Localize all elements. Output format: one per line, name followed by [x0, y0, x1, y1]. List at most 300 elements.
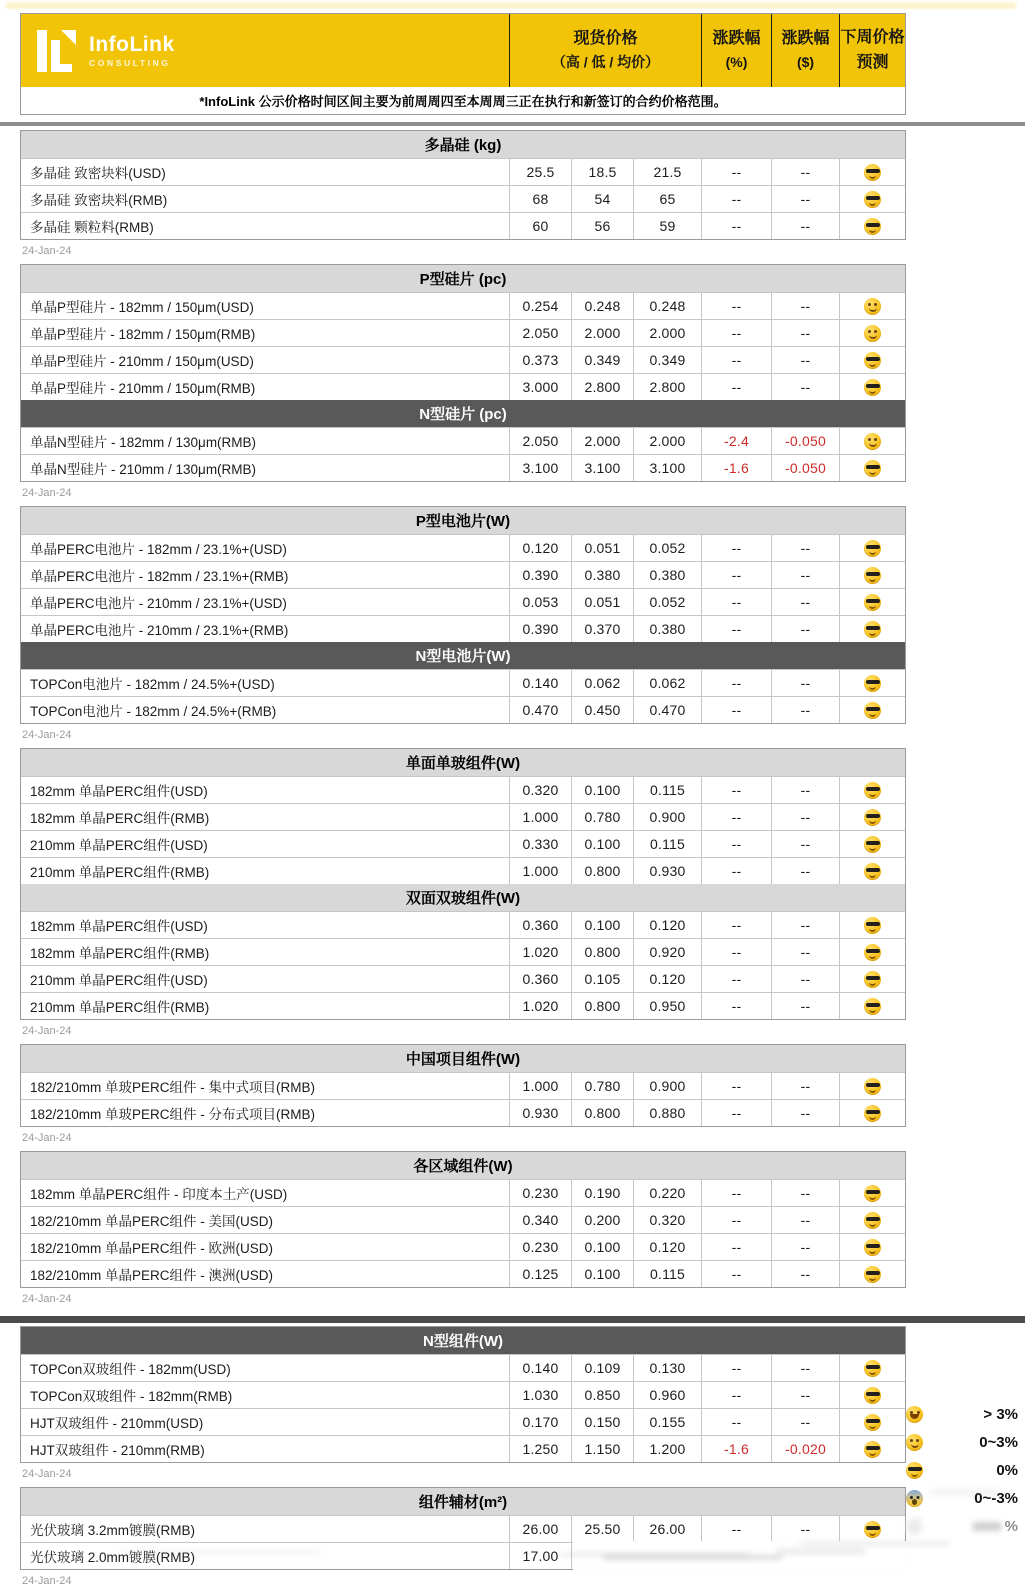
product-cell [21, 535, 509, 561]
sunglasses-emoji [864, 998, 881, 1015]
price-high-value: 0.360 [522, 971, 559, 987]
price-pct-cell [701, 1100, 771, 1126]
section-title: P型电池片(W) [415, 513, 511, 530]
price-pct-value: -- [731, 917, 742, 933]
price-usd-cell [771, 831, 839, 857]
price-high-value: 60 [532, 218, 549, 234]
price-low-value: 0.349 [584, 352, 621, 368]
price-pct-value: -- [731, 1387, 742, 1403]
price-pct-value: -2.4 [724, 433, 749, 449]
price-avg-cell [633, 1516, 701, 1542]
product-name: 单晶PERC电池片 - 182mm / 23.1%+(USD) [30, 542, 287, 557]
forecast-cell [839, 589, 905, 615]
forecast-cell [839, 697, 905, 723]
price-low-value: 0.100 [584, 782, 621, 798]
section-divider-strip [0, 1316, 1025, 1323]
price-usd-value: -- [800, 998, 811, 1014]
price-high-value: 0.053 [522, 594, 559, 610]
price-row [21, 669, 905, 696]
price-low-cell [571, 1234, 633, 1260]
product-cell [21, 562, 509, 588]
change-usd-title: 涨跌幅 [781, 30, 830, 48]
price-row [21, 1099, 905, 1126]
date-label [20, 240, 906, 264]
price-low-value: 0.051 [584, 540, 621, 556]
price-high-cell [509, 1382, 571, 1408]
column-header-forecast [839, 14, 905, 87]
price-high-value: 0.230 [522, 1185, 559, 1201]
product-name: TOPCon电池片 - 182mm / 24.5%+(USD) [30, 677, 275, 692]
price-usd-cell [771, 993, 839, 1019]
section-title: 中国项目组件(W) [405, 1051, 521, 1068]
price-avg-cell [633, 858, 701, 884]
price-usd-cell [771, 1073, 839, 1099]
forecast-cell [839, 1100, 905, 1126]
price-row [21, 588, 905, 615]
price-pct-cell [701, 1234, 771, 1260]
forecast-cell [839, 320, 905, 346]
price-avg-cell [633, 1355, 701, 1381]
price-high-cell [509, 1180, 571, 1206]
sunglasses-emoji [864, 1239, 881, 1256]
price-usd-cell [771, 1382, 839, 1408]
price-low-value: 0.800 [584, 863, 621, 879]
price-low-value: 0.780 [584, 1078, 621, 1094]
price-table-section [20, 748, 906, 1020]
price-low-cell [571, 1409, 633, 1435]
price-usd-value: -- [800, 191, 811, 207]
forecast-cell [839, 535, 905, 561]
price-pct-value: -- [731, 809, 742, 825]
section-title: P型硅片 (pc) [419, 271, 507, 288]
sunglasses-emoji [864, 567, 881, 584]
price-low-value: 0.105 [584, 971, 621, 987]
section-title: 各区域组件(W) [413, 1158, 513, 1175]
price-row [21, 292, 905, 319]
product-cell [21, 858, 509, 884]
price-pct-value: -- [731, 352, 742, 368]
price-pct-value: -- [731, 191, 742, 207]
product-cell [21, 993, 509, 1019]
price-low-cell [571, 455, 633, 481]
change-pct-title: 涨跌幅 [712, 30, 761, 48]
price-pct-value: -- [731, 1266, 742, 1282]
legend-label: 0~-3% [974, 1489, 1018, 1507]
price-pct-cell [701, 1207, 771, 1233]
price-high-cell [509, 1073, 571, 1099]
price-low-value: 25.50 [584, 1521, 621, 1537]
price-row [21, 911, 905, 938]
watermark-smudge [930, 1490, 1000, 1495]
product-cell [21, 293, 509, 319]
price-usd-value: -- [800, 944, 811, 960]
price-avg-cell [633, 1436, 701, 1462]
section-header [21, 884, 905, 911]
price-usd-value: -- [800, 1078, 811, 1094]
price-pct-value: -- [731, 1212, 742, 1228]
price-table-section [20, 1151, 906, 1288]
price-avg-cell [633, 455, 701, 481]
price-low-value: 0.051 [584, 594, 621, 610]
price-low-value: 54 [594, 191, 611, 207]
price-high-cell [509, 589, 571, 615]
price-avg-value: 0.062 [649, 675, 686, 691]
price-high-cell [509, 993, 571, 1019]
price-report-content [20, 13, 906, 1594]
price-avg-value: 0.155 [649, 1414, 686, 1430]
price-low-cell [571, 858, 633, 884]
product-cell [21, 670, 509, 696]
price-avg-cell [633, 616, 701, 642]
forecast-cell [839, 777, 905, 803]
price-row [21, 212, 905, 239]
price-pct-cell [701, 1516, 771, 1542]
smile-emoji [864, 298, 881, 315]
product-name: 单晶PERC电池片 - 210mm / 23.1%+(USD) [30, 596, 287, 611]
price-high-cell [509, 1409, 571, 1435]
price-row [21, 696, 905, 723]
section-title: N型电池片(W) [415, 648, 511, 665]
product-cell [21, 939, 509, 965]
price-row [21, 319, 905, 346]
price-pct-cell [701, 374, 771, 400]
price-avg-value: 0.380 [649, 621, 686, 637]
legend-label: > 3% [983, 1405, 1018, 1423]
column-header-change-usd [771, 14, 839, 87]
price-avg-cell [633, 1382, 701, 1408]
price-high-cell [509, 1516, 571, 1542]
product-name: 182mm 单晶PERC组件(RMB) [30, 946, 210, 961]
price-row [21, 1260, 905, 1287]
product-name: 多晶硅 颗粒料(RMB) [30, 220, 154, 235]
infolink-logo-icon [37, 28, 77, 74]
price-high-value: 3.100 [522, 460, 559, 476]
sunglasses-emoji [864, 1441, 881, 1458]
price-low-value: 0.150 [584, 1414, 621, 1430]
price-high-cell [509, 535, 571, 561]
price-pct-value: -- [731, 298, 742, 314]
sunglasses-emoji [864, 782, 881, 799]
section-title: 单面单玻组件(W) [405, 755, 521, 772]
price-usd-value: -- [800, 702, 811, 718]
product-cell [21, 831, 509, 857]
spot-price-title: 现货价格 [573, 30, 638, 48]
forecast-legend [906, 1400, 1018, 1540]
price-high-value: 0.360 [522, 917, 559, 933]
price-row [21, 1206, 905, 1233]
price-pct-value: -- [731, 675, 742, 691]
product-name: 单晶PERC电池片 - 210mm / 23.1%+(RMB) [30, 623, 289, 638]
price-low-cell [571, 1382, 633, 1408]
sunglasses-emoji [864, 460, 881, 477]
price-low-cell [571, 159, 633, 185]
watermark-blur-overlay [573, 1541, 906, 1576]
price-usd-value: -- [800, 540, 811, 556]
legend-label: 0% [996, 1461, 1018, 1479]
forecast-cell [839, 858, 905, 884]
price-pct-cell [701, 159, 771, 185]
product-cell [21, 1436, 509, 1462]
price-usd-cell [771, 1261, 839, 1287]
price-usd-cell [771, 535, 839, 561]
price-high-cell [509, 213, 571, 239]
price-row [21, 1072, 905, 1099]
forecast-cell [839, 993, 905, 1019]
price-pct-cell [701, 939, 771, 965]
price-table-section [20, 130, 906, 240]
forecast-cell [839, 428, 905, 454]
price-high-cell [509, 804, 571, 830]
price-high-cell [509, 374, 571, 400]
price-avg-value: 2.000 [649, 433, 686, 449]
forecast-cell [839, 455, 905, 481]
price-avg-value: 0.920 [649, 944, 686, 960]
product-name: 光伏玻璃 3.2mm镀膜(RMB) [30, 1523, 195, 1538]
product-cell [21, 1073, 509, 1099]
price-pct-value: -- [731, 218, 742, 234]
product-cell [21, 374, 509, 400]
price-avg-cell [633, 804, 701, 830]
product-cell [21, 804, 509, 830]
price-usd-value: -- [800, 1521, 811, 1537]
price-avg-value: 0.220 [649, 1185, 686, 1201]
product-name: 光伏玻璃 2.0mm镀膜(RMB) [30, 1550, 195, 1565]
price-low-value: 0.800 [584, 944, 621, 960]
price-avg-value: 0.052 [649, 540, 686, 556]
infolink-logo [21, 14, 509, 87]
price-pct-cell [701, 455, 771, 481]
forecast-cell [839, 213, 905, 239]
price-avg-value: 0.349 [649, 352, 686, 368]
product-name: 182mm 单晶PERC组件(RMB) [30, 811, 210, 826]
price-high-cell [509, 966, 571, 992]
price-usd-cell [771, 293, 839, 319]
price-row [21, 1179, 905, 1206]
price-high-value: 0.340 [522, 1212, 559, 1228]
logo-name: InfoLink [89, 32, 175, 56]
price-row [21, 1515, 905, 1542]
price-row [21, 158, 905, 185]
price-low-cell [571, 1436, 633, 1462]
date-label [20, 1127, 906, 1151]
price-pct-cell [701, 993, 771, 1019]
price-avg-cell [633, 966, 701, 992]
price-pct-value: -- [731, 1239, 742, 1255]
product-name: 182/210mm 单晶PERC组件 - 澳洲(USD) [30, 1268, 274, 1283]
price-low-cell [571, 293, 633, 319]
spot-price-subtitle: （高 / 低 / 均价） [551, 54, 660, 71]
price-low-value: 0.450 [584, 702, 621, 718]
date-label [20, 1020, 906, 1044]
price-low-cell [571, 912, 633, 938]
price-avg-cell [633, 777, 701, 803]
price-high-cell [509, 697, 571, 723]
price-low-value: 0.380 [584, 567, 621, 583]
price-pct-cell [701, 616, 771, 642]
price-usd-value: -- [800, 218, 811, 234]
price-pct-cell [701, 186, 771, 212]
product-cell [21, 1382, 509, 1408]
price-avg-value: 0.052 [649, 594, 686, 610]
price-pct-value: -- [731, 540, 742, 556]
price-avg-value: 0.900 [649, 809, 686, 825]
price-avg-value: 0.115 [650, 782, 685, 798]
price-low-value: 2.800 [584, 379, 621, 395]
price-high-value: 1.000 [522, 809, 559, 825]
legend-item [906, 1456, 1018, 1484]
price-avg-value: 2.000 [649, 325, 686, 341]
price-low-value: 0.100 [584, 917, 621, 933]
sunglasses-emoji [864, 702, 881, 719]
section-header [21, 400, 905, 427]
product-name: 182mm 单晶PERC组件(USD) [30, 919, 208, 934]
price-usd-cell [771, 562, 839, 588]
product-name: 单晶P型硅片 - 182mm / 150μm(RMB) [30, 327, 256, 342]
price-low-value: 0.850 [584, 1387, 621, 1403]
product-cell [21, 1543, 509, 1569]
price-avg-cell [633, 831, 701, 857]
sunglasses-emoji [864, 164, 881, 181]
section-header [21, 642, 905, 669]
sunglasses-emoji [864, 675, 881, 692]
price-avg-value: 0.120 [649, 971, 686, 987]
sunglasses-emoji [864, 944, 881, 961]
price-high-cell [509, 1261, 571, 1287]
price-avg-value: 65 [659, 191, 676, 207]
product-name: 单晶P型硅片 - 182mm / 150μm(USD) [30, 300, 254, 315]
price-table-section [20, 1044, 906, 1127]
forecast-cell [839, 1436, 905, 1462]
price-high-value: 0.140 [522, 1360, 559, 1376]
price-usd-cell [771, 159, 839, 185]
price-high-value: 68 [532, 191, 549, 207]
price-low-value: 0.370 [584, 621, 621, 637]
product-name: 单晶P型硅片 - 210mm / 150μm(USD) [30, 354, 254, 369]
product-cell [21, 1234, 509, 1260]
product-name: HJT双玻组件 - 210mm(RMB) [30, 1443, 205, 1458]
price-high-value: 0.373 [522, 352, 559, 368]
price-high-cell [509, 831, 571, 857]
price-avg-cell [633, 535, 701, 561]
product-name: 多晶硅 致密块料(USD) [30, 166, 166, 181]
report-header-block [20, 13, 906, 115]
price-table-section [20, 506, 906, 724]
price-high-value: 2.050 [522, 433, 559, 449]
price-avg-value: 1.200 [649, 1441, 686, 1457]
legend-item [906, 1484, 1018, 1512]
section-title: 组件辅材(m²) [418, 1494, 508, 1511]
product-name: 210mm 单晶PERC组件(RMB) [30, 865, 210, 880]
price-pct-value: -- [731, 836, 742, 852]
price-high-value: 0.390 [522, 621, 559, 637]
price-high-cell [509, 858, 571, 884]
product-cell [21, 213, 509, 239]
price-pct-cell [701, 1261, 771, 1287]
price-avg-value: 0.130 [649, 1360, 686, 1376]
price-avg-value: 0.950 [649, 998, 686, 1014]
price-low-cell [571, 616, 633, 642]
product-name: 182/210mm 单玻PERC组件 - 集中式项目(RMB) [30, 1080, 316, 1095]
price-pct-value: -- [731, 998, 742, 1014]
forecast-cell [839, 347, 905, 373]
price-usd-value: -- [800, 1185, 811, 1201]
price-low-cell [571, 697, 633, 723]
sunglasses-emoji [864, 1266, 881, 1283]
price-avg-value: 0.115 [650, 1266, 685, 1282]
section-divider-strip [0, 122, 1025, 126]
forecast-cell [839, 670, 905, 696]
price-high-cell [509, 1355, 571, 1381]
price-low-value: 0.109 [584, 1360, 621, 1376]
hidden-emoji [906, 1518, 923, 1535]
price-pct-value: -- [731, 971, 742, 987]
price-avg-value: 26.00 [649, 1521, 686, 1537]
price-avg-value: 0.880 [649, 1105, 686, 1121]
price-high-cell [509, 186, 571, 212]
price-row [21, 965, 905, 992]
price-low-value: 0.800 [584, 1105, 621, 1121]
price-low-cell [571, 1261, 633, 1287]
price-avg-cell [633, 1409, 701, 1435]
price-low-cell [571, 1073, 633, 1099]
price-row [21, 534, 905, 561]
date-label [20, 1463, 906, 1487]
price-high-value: 26.00 [522, 1521, 559, 1537]
price-usd-value: -- [800, 917, 811, 933]
price-table-section [20, 264, 906, 482]
legend-label: 0~3% [979, 1433, 1018, 1451]
price-high-value: 0.170 [522, 1414, 559, 1430]
section-title: 双面双玻组件(W) [405, 890, 521, 907]
sunglasses-emoji [864, 1078, 881, 1095]
sunglasses-emoji [864, 1185, 881, 1202]
price-row [21, 185, 905, 212]
price-usd-cell [771, 616, 839, 642]
product-cell [21, 1180, 509, 1206]
product-name: 单晶N型硅片 - 210mm / 130μm(RMB) [30, 462, 257, 477]
price-usd-value: -0.020 [785, 1441, 826, 1457]
price-usd-cell [771, 374, 839, 400]
price-usd-value: -- [800, 1239, 811, 1255]
price-pct-cell [701, 535, 771, 561]
sunglasses-emoji [864, 1387, 881, 1404]
price-pct-cell [701, 912, 771, 938]
price-pct-value: -- [731, 594, 742, 610]
sunglasses-emoji [864, 971, 881, 988]
price-pct-value: -- [731, 944, 742, 960]
price-usd-cell [771, 428, 839, 454]
price-avg-value: 3.100 [649, 460, 686, 476]
price-high-value: 1.030 [522, 1387, 559, 1403]
price-usd-cell [771, 966, 839, 992]
forecast-cell [839, 912, 905, 938]
forecast-cell [839, 1180, 905, 1206]
forecast-subtitle: 预测 [856, 53, 889, 71]
price-low-cell [571, 1355, 633, 1381]
price-pct-cell [701, 1073, 771, 1099]
price-usd-value: -- [800, 325, 811, 341]
forecast-cell [839, 1073, 905, 1099]
price-row [21, 1354, 905, 1381]
product-cell [21, 589, 509, 615]
price-row [21, 454, 905, 481]
price-usd-value: -- [800, 1105, 811, 1121]
product-name: TOPCon双玻组件 - 182mm(RMB) [30, 1389, 233, 1404]
price-low-value: 0.800 [584, 998, 621, 1014]
date-text: 24-Jan-24 [22, 1468, 72, 1480]
price-avg-cell [633, 1073, 701, 1099]
price-pct-value: -- [731, 1078, 742, 1094]
